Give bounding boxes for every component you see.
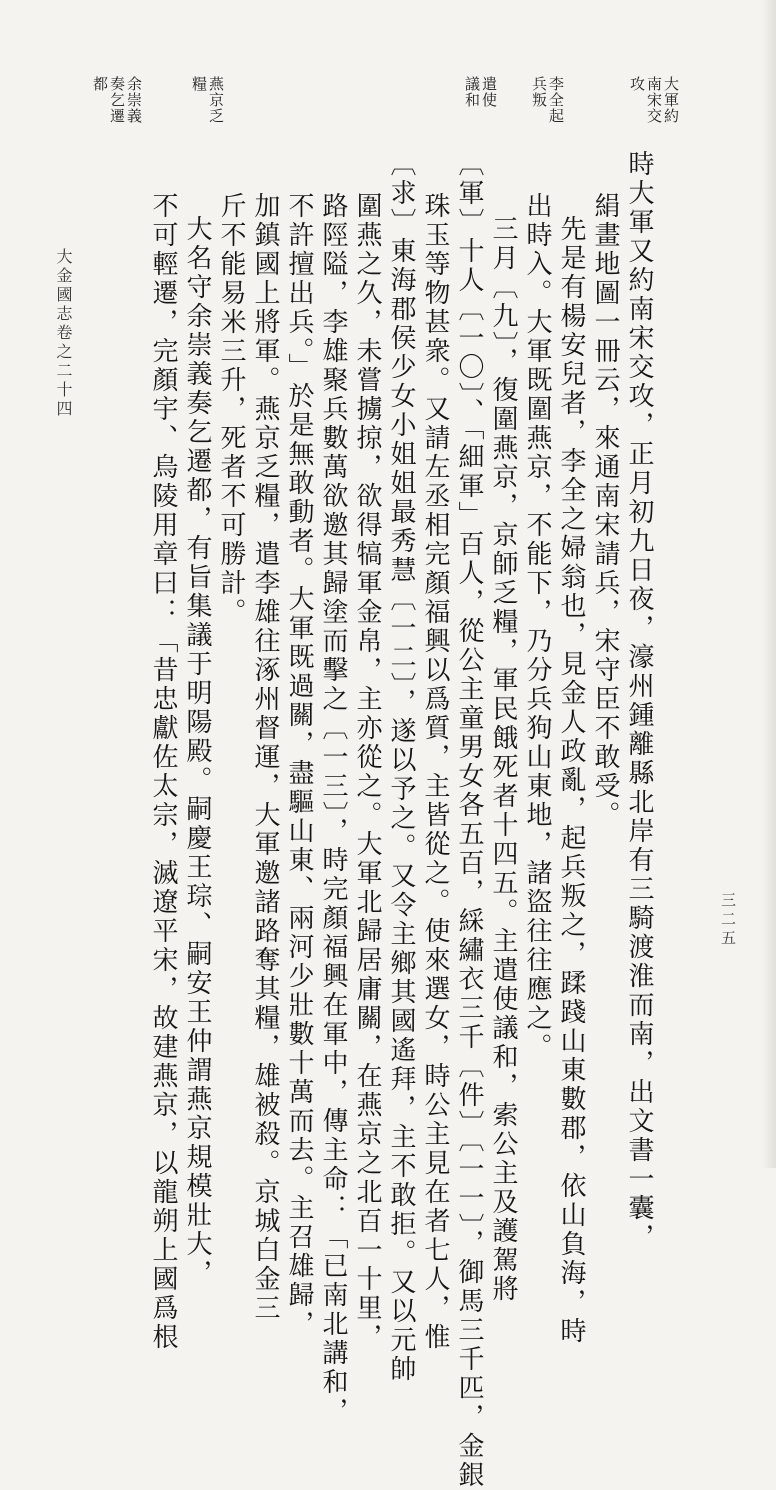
text-column-13: 斤不能易米三升，死者不可勝計。 [216, 192, 246, 627]
text-column-14: 大名守余崇義奏乞遷都，有旨集議于明陽殿。嗣慶王琮、嗣安王仲謂燕京規模壯大， [182, 215, 212, 1288]
text-column-12: 加鎮國上將軍。燕京乏糧，遣李雄往涿州督運，大軍邀諸路奪其糧，雄被殺。京城白金三 [250, 192, 280, 1323]
page-number: 三二五 [719, 892, 737, 949]
text-column-7: 珠玉等物甚衆。又請左丞相完顏福興以爲質，主皆從之。使來選女，時公主見在者七人，惟 [420, 192, 450, 1352]
text-column-11: 不許擅出兵。」於是無敢動者。大軍既過關，盡驅山東、兩河少壯數十萬而去。主召雄歸， [284, 192, 314, 1339]
page-edge [762, 0, 776, 1168]
running-head: 大金國志卷之二十四 [54, 248, 73, 419]
margin-note-2: 李全起 兵叛 [530, 76, 565, 124]
text-column-5: 三月〔九〕，復圍燕京，京師乏糧，軍民餓死者十四五。主遣使議和，索公主及護駕將 [488, 215, 518, 1304]
margin-note-5: 余崇義 奏乞遷 都 [91, 76, 143, 124]
text-column-6: 〔軍〕十人〔一〇〕、「細軍」百人，從公主童男女各五百，綵繡衣三千〔件〕〔一一〕，御馬三千匹，金銀 [454, 150, 484, 1490]
text-column-2: 絹畫地圖一冊云，來通南宋請兵，宋守臣不敢受。 [590, 192, 620, 830]
margin-note-3: 遣使 議和 [463, 76, 498, 108]
text-column-15: 不可輕遷，完顏宇、烏陵用章曰：「昔忠獻佐太宗，滅遼平宋，故建燕京，以龍朔上國爲根 [148, 192, 178, 1352]
text-column-10: 路陘隘，李雄聚兵數萬欲邀其歸塗而擊之〔一三〕，時完顏福興在軍中，傳主命：「已南北講和， [318, 192, 348, 1426]
margin-note-1: 大軍約 南宋交 攻 [628, 76, 680, 124]
text-column-4: 出時入。大軍既圍燕京，不能下，乃分兵狗山東地，諸盜往往應之。 [522, 192, 552, 1062]
text-column-9: 圍燕之久，未嘗擄掠，欲得犒軍金帛，主亦從之。大軍北歸居庸關，在燕京之北百一十里， [352, 192, 382, 1352]
text-column-1: 時大軍又約南宋交攻，正月初九日夜，濠州鍾離縣北岸有三騎渡淮而南，出文書一囊， [624, 150, 654, 1252]
text-column-3: 先是有楊安兒者，李全之婦翁也，見金人政亂，起兵叛之，蹂踐山東數郡，依山負海，時 [556, 215, 586, 1346]
margin-note-4: 燕京乏 糧 [190, 76, 225, 124]
text-column-8: 〔求〕東海郡侯少女小姐姐最秀慧〔一二〕，遂以予之。又令主鄉其國遙拜，主不敢拒。又以元帥 [386, 150, 416, 1384]
